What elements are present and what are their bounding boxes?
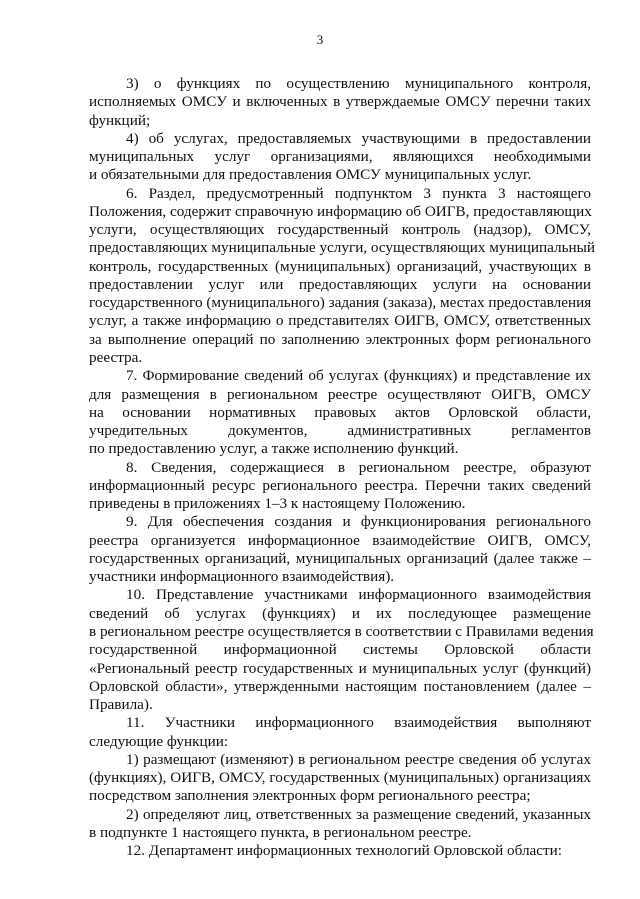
text-line: 8. Сведения, содержащиеся в региональном реестре, образуют xyxy=(126,458,591,476)
text-line: реестра. xyxy=(89,348,143,366)
text-line: «Региональный реестр государственных и муниципальных услуг (функций) xyxy=(89,659,591,677)
text-line: государственного (муниципального) задания (заказа), местах предоставления xyxy=(89,294,592,312)
text-line: Положения, содержит справочную информацию об ОИГВ, предоставляющих xyxy=(89,202,592,220)
text-line: 2) определяют лиц, ответственных за размещение сведений, указанных xyxy=(126,805,591,823)
page-number: 3 xyxy=(316,32,324,47)
text-line: за выполнение операций по заполнению электронных форм регионального xyxy=(89,330,591,348)
text-line: 12. Департамент информационных технологий Орловской области: xyxy=(126,842,563,860)
text-line: Орловской области», утвержденными настоящим постановлением (далее – xyxy=(89,677,591,695)
text-line: 3) о функциях по осуществлению муниципального контроля, xyxy=(126,75,591,92)
text-line: 1) размещают (изменяют) в региональном реестре сведения об услугах xyxy=(126,750,591,768)
text-line: государственной информационной системы Орловской области xyxy=(89,641,591,659)
text-line: функций; xyxy=(89,111,151,129)
text-line: посредством заполнения электронных форм регионального реестра; xyxy=(89,787,531,805)
text-line: в подпункте 1 настоящего пункта, в региональном реестре. xyxy=(89,823,472,841)
text-line: 11. Участники информационного взаимодействия выполняют xyxy=(126,714,591,732)
text-line: 4) об услугах, предоставляемых участвующими в предоставлении xyxy=(126,129,591,147)
text-line: информационный ресурс регионального реестра. Перечни таких сведений xyxy=(89,476,591,494)
text-line: сведений об услугах (функциях) и их последующее размещение xyxy=(89,604,591,622)
text-line: муниципальных услуг организациями, являющихся необходимыми xyxy=(89,148,591,166)
text-line: государственных организаций, муниципальных организаций (далее также – xyxy=(89,549,591,567)
text-line: услуг, а также информацию о представителях ОИГВ, ОМСУ, ответственных xyxy=(89,312,591,330)
text-line: и обязательными для предоставления ОМСУ муниципальных услуг. xyxy=(89,166,532,184)
text-line: 10. Представление участниками информационного взаимодействия xyxy=(126,586,591,604)
text-line: реестра организуется информационное взаимодействие ОИГВ, ОМСУ, xyxy=(89,531,591,549)
text-line: приведены в приложениях 1–3 к настоящему Положению. xyxy=(89,495,466,513)
text-line: 7. Формирование сведений об услугах (функциях) и представление их xyxy=(126,367,591,385)
text-line: по предоставлению услуг, а также исполнению функций. xyxy=(89,440,459,458)
text-line: для размещения в региональном реестре осуществляют ОИГВ, ОМСУ xyxy=(89,385,591,403)
text-line: в региональном реестре осуществляется в соответствии с Правилами ведения xyxy=(89,622,594,640)
text-line: 9. Для обеспечения создания и функционирования регионального xyxy=(126,513,591,531)
text-line: исполняемых ОМСУ и включенных в утверждаемые ОМСУ перечни таких xyxy=(89,93,591,111)
text-line: следующие функции: xyxy=(89,732,229,750)
text-line: предоставлении услуг или предоставляющих услуги на основании xyxy=(89,275,591,293)
text-line: Правила). xyxy=(89,696,153,714)
text-line: 6. Раздел, предусмотренный подпунктом 3 пункта 3 настоящего xyxy=(126,184,591,202)
text-line: предоставляющих муниципальные услуги, осуществляющих муниципальный xyxy=(89,239,595,257)
text-line: участники информационного взаимодействия). xyxy=(89,568,395,586)
text-line: учредительных документов, административных регламентов xyxy=(89,422,591,440)
text-line: (функциях), ОИГВ, ОМСУ, государственных (муниципальных) организациях xyxy=(89,769,591,787)
body-text xyxy=(89,75,595,860)
text-line: услуги, осуществляющих государственный контроль (надзор), ОМСУ, xyxy=(89,221,591,239)
text-line: контроль, государственных (муниципальных) организаций, участвующих в xyxy=(89,257,591,275)
text-line: на основании нормативных правовых актов Орловской области, xyxy=(89,403,591,421)
